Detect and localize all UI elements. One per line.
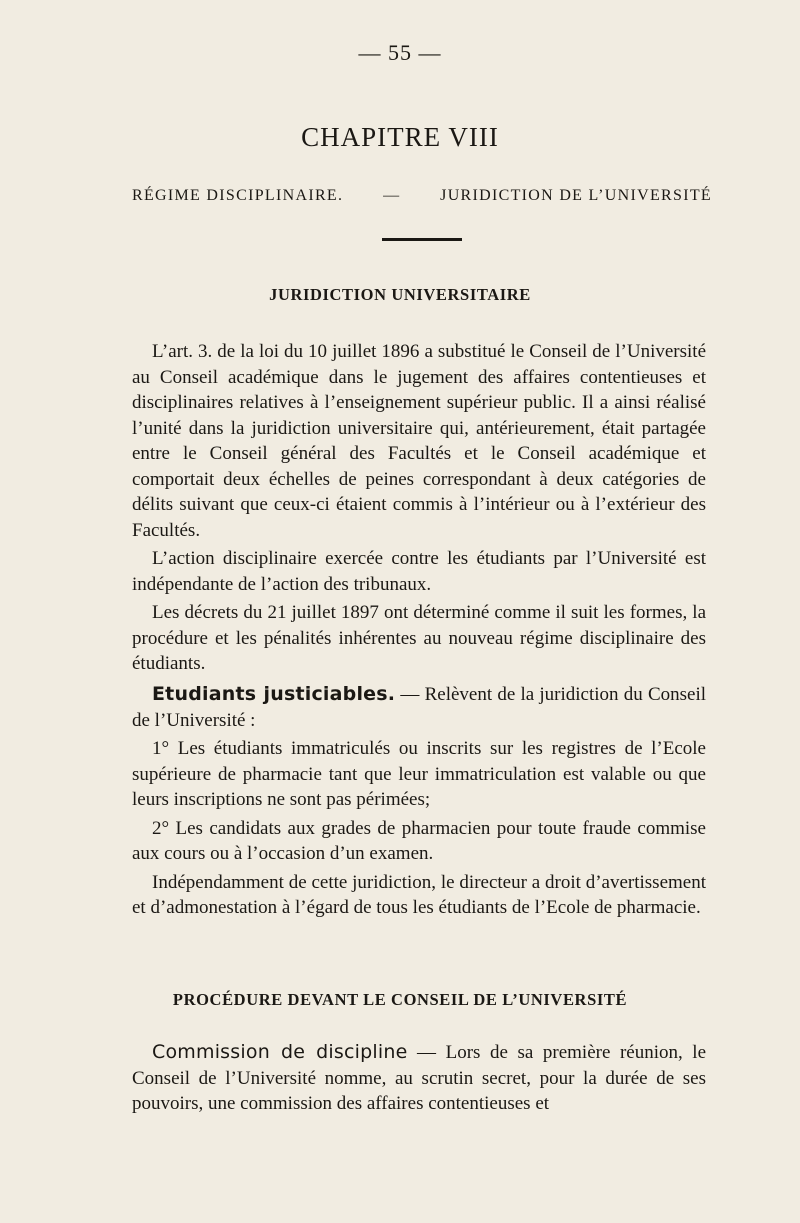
- justiciables-text-block: [132, 682, 706, 921]
- paragraph: Indépendamment de cette juridiction, le directeur a droit d’avertissement et d’admonestation à l’égard de tous les étudiants de l’Ecole de pharmacie.: [132, 871, 706, 918]
- justiciables-lead-text: — Relèvent de la juridiction du Conseil de l’Université :: [132, 684, 706, 731]
- chapter-subtitle: [132, 187, 712, 205]
- section-heading-juridiction: JURIDICTION UNIVERSITAIRE: [269, 285, 531, 304]
- paragraph: L’art. 3. de la loi du 10 juillet 1896 a substitué le Conseil de l’Université au Conseil académique dans le jugement des affaires contentieuses et disciplinaires relatives à l’enseignement supérieur public. Il a ainsi réalisé l’unité dans la juridiction universitaire qui, antérieurement, était partagée entre le Conseil général des Facultés et le Conseil académique et comportait deux échelles de peines correspondant à deux catégories de délits suivant que ceux-ci étaient commis à l’intérieur ou à l’extérieur des Facultés.: [132, 341, 706, 541]
- run-head-commission-de-discipline: Commission de discipline: [152, 1041, 408, 1063]
- juridiction-text-block: [132, 339, 706, 677]
- section-divider-rule: [382, 238, 462, 241]
- paragraph: L’action disciplinaire exercée contre les étudiants par l’Université est indépendante de l’action des tribunaux.: [132, 548, 706, 595]
- chapter-title: CHAPITRE VIII: [301, 122, 499, 152]
- page-number: — 55 —: [358, 40, 442, 65]
- list-item: 1° Les étudiants immatriculés ou inscrits sur les registres de l’Ecole supérieure de pharmacie tant que leur immatriculation est valable ou que leurs inscriptions ne sont pas périmées;: [132, 738, 706, 810]
- commission-text: — Lors de sa première réunion, le Conseil de l’Université nomme, au scrutin secret, pour la durée de ses pouvoirs, une commission des affaires contentieuses et: [132, 1042, 707, 1114]
- chapter-subtitle-right: JURIDICTION DE L’UNIVERSITÉ: [440, 187, 712, 204]
- run-head-etudiants-justiciables: Etudiants justiciables.: [152, 683, 396, 705]
- procedure-text-block: [132, 1040, 706, 1117]
- paragraph: Les décrets du 21 juillet 1897 ont déterminé comme il suit les formes, la procédure et les pénalités inhérentes au nouveau régime disciplinaire des étudiants.: [132, 602, 706, 674]
- chapter-subtitle-left: RÉGIME DISCIPLINAIRE.: [132, 187, 344, 204]
- section-heading-procedure: PROCÉDURE DEVANT LE CONSEIL DE L’UNIVERSITÉ: [172, 990, 628, 1009]
- chapter-subtitle-dash: —: [383, 187, 401, 204]
- paragraph-justiciables-intro: [132, 682, 706, 733]
- paragraph-commission: [132, 1040, 706, 1117]
- list-item: 2° Les candidats aux grades de pharmacien pour toute fraude commise aux cours ou à l’occasion d’un examen.: [132, 817, 706, 864]
